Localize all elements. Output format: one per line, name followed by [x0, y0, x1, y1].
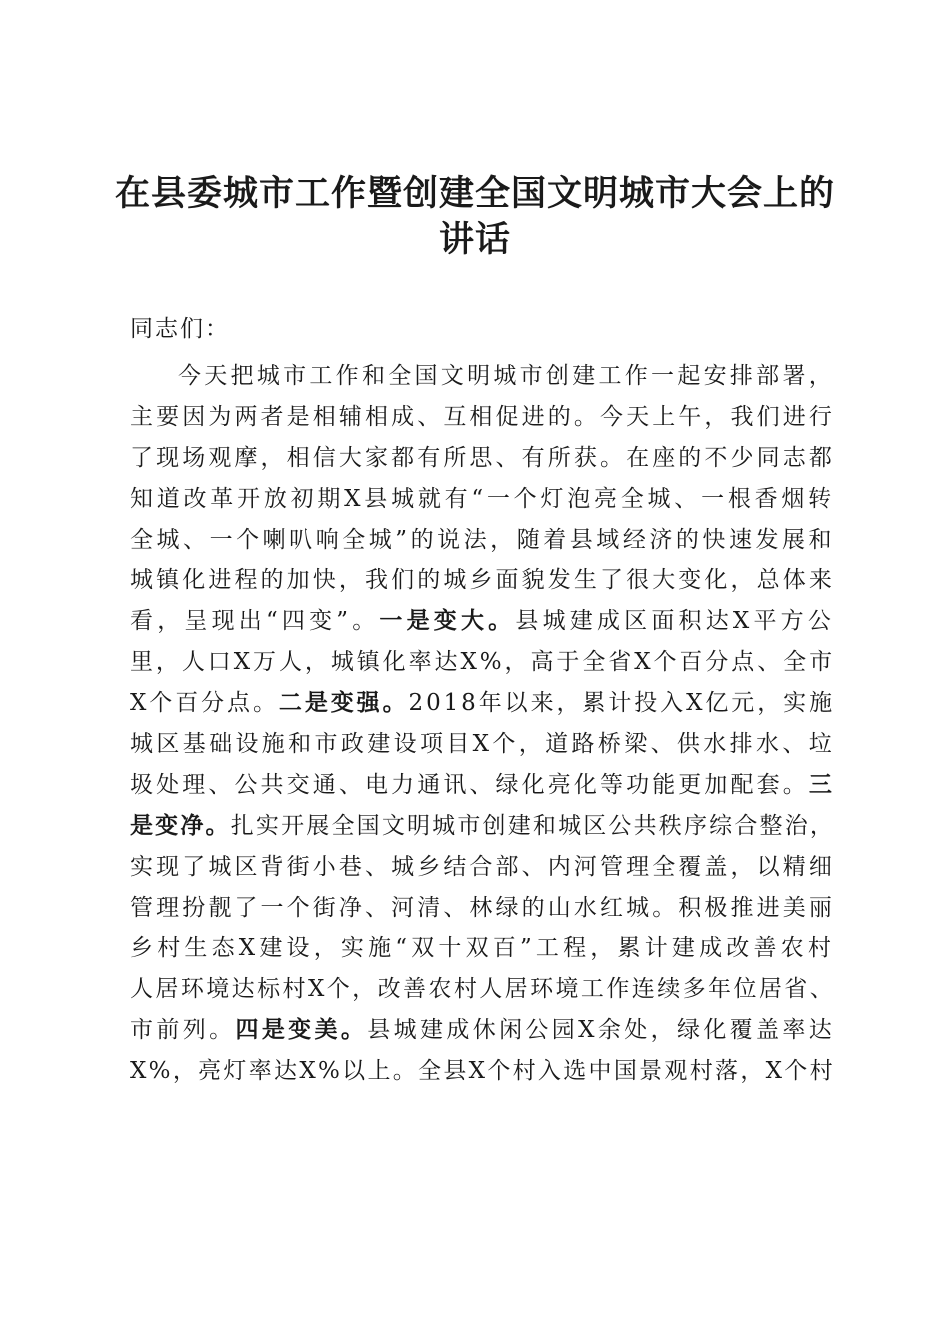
- text-line: 全城、一个喇叭响全城”的说法，随着县域经济的快速发展和: [130, 526, 836, 553]
- text-line: 乡村生态X建设，实施“双十双百”工程，累计建成改善农村: [130, 935, 836, 962]
- text-line: 看，呈现出“四变”。一是变大。县城建成区面积达X平方公: [130, 607, 836, 635]
- text-line: 今天把城市工作和全国文明城市创建工作一起安排部署，: [178, 363, 835, 389]
- text-line: 市前列。四是变美。县城建成休闲公园X余处，绿化覆盖率达: [130, 1016, 836, 1044]
- text-line: X个百分点。二是变强。2018年以来，累计投入X亿元，实施: [130, 689, 835, 717]
- document-title-line-2: 讲话: [438, 219, 511, 260]
- emphasis-heading: 一是变大。: [379, 607, 516, 635]
- text-line: 主要因为两者是相辅相成、互相促进的。今天上午，我们进行: [130, 403, 835, 430]
- text-line: 城区基础设施和市政建设项目X个，道路桥梁、供水排水、垃: [130, 731, 836, 758]
- text-line: 是变净。扎实开展全国文明城市创建和城区公共秩序综合整治，: [130, 811, 836, 839]
- text-line: X%，亮灯率达X%以上。全县X个村入选中国景观村落，X个村: [130, 1058, 835, 1085]
- text-line: 城镇化进程的加快，我们的城乡面貌发生了很大变化，总体来: [130, 567, 835, 594]
- emphasis-heading: 是变净。: [130, 811, 231, 839]
- salutation: 同志们：: [130, 316, 230, 342]
- text-line: 圾处理、公共交通、电力通讯、绿化亮化等功能更加配套。三: [130, 770, 835, 798]
- emphasis-heading: 三: [808, 770, 835, 798]
- text-line: 管理扮靓了一个街净、河清、林绿的山水红城。积极推进美丽: [130, 894, 835, 921]
- text-line: 里，人口X万人，城镇化率达X%，高于全省X个百分点、全市: [130, 649, 836, 676]
- text-line: 人居环境达标村X个，改善农村人居环境工作连续多年位居省、: [130, 976, 836, 1003]
- document-title-line-1: 在县委城市工作暨创建全国文明城市大会上的: [114, 173, 835, 214]
- emphasis-heading: 二是变强。: [278, 689, 409, 717]
- text-line: 知道改革开放初期X县城就有“一个灯泡亮全城、一根香烟转: [130, 485, 835, 512]
- text-line: 实现了城区背街小巷、城乡结合部、内河管理全覆盖，以精细: [130, 853, 835, 880]
- text-line: 了现场观摩，相信大家都有所思、有所获。在座的不少同志都: [130, 444, 835, 471]
- emphasis-heading: 四是变美。: [235, 1016, 368, 1044]
- body-paragraph: [130, 356, 835, 1092]
